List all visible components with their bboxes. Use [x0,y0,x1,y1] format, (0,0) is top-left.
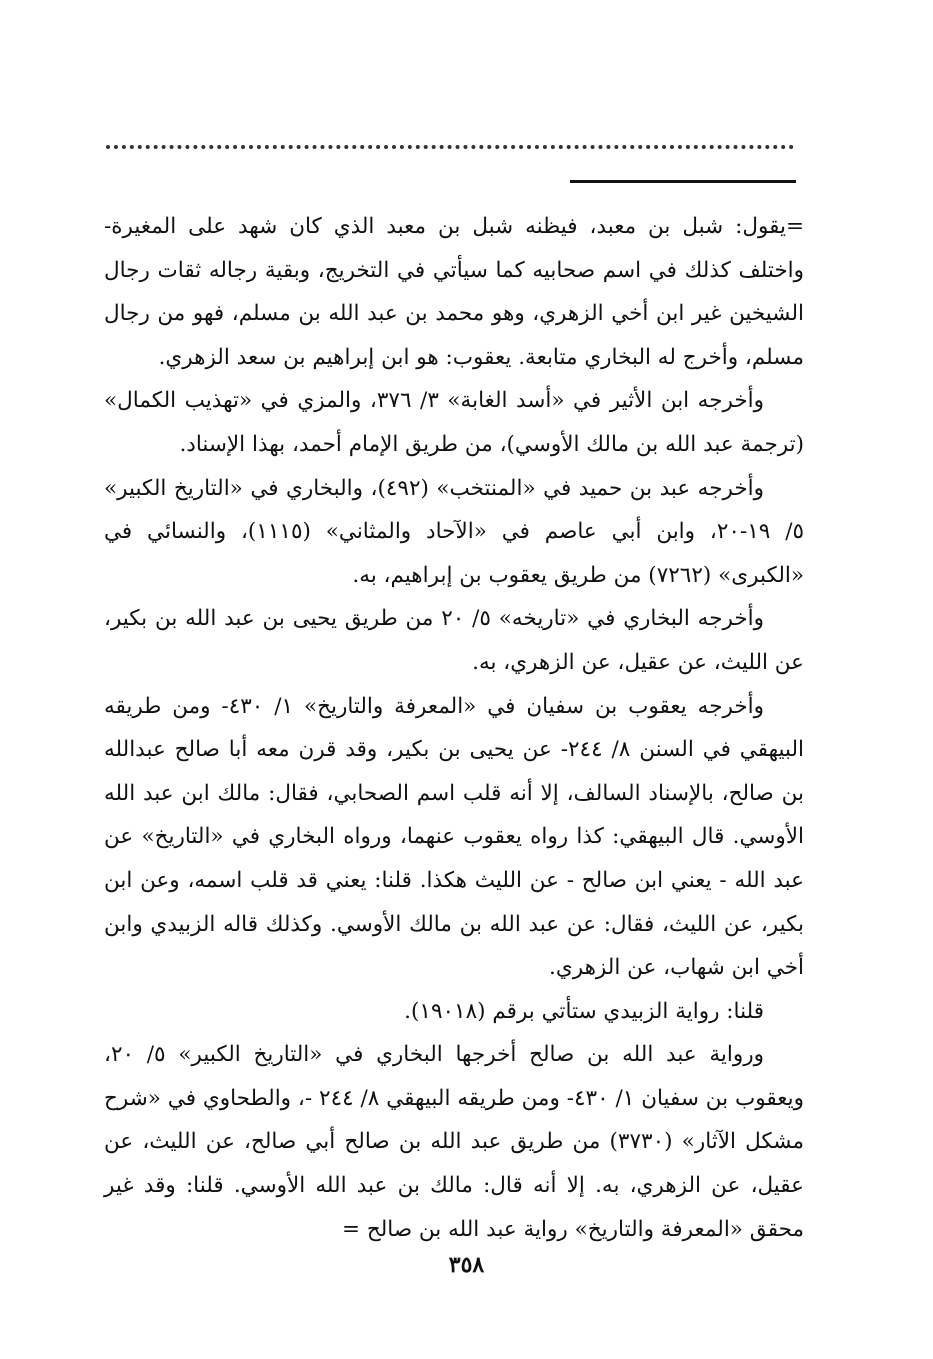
paragraph-1: =يقول: شبل بن معبد، فيظنه شبل بن معبد الذي كان شهد على المغيرة- واختلف كذلك في اسم صحابيه كما سيأتي في التخريج، وبقية رجاله ثقات رجال الشيخين غير ابن أخي الزهري، وهو محمد بن عبد الله بن مسلم، فهو من رجال مسلم، وأخرج له البخاري متابعة. يعقوب: هو ابن إبراهيم بن سعد الزهري. [104,214,804,370]
paragraph-4: وأخرجه البخاري في «تاريخه» ٥/ ٢٠ من طريق يحيى بن عبد الله بن بكير، عن الليث، عن عقيل، عن الزهري، به. [104,606,804,675]
paragraph-2: وأخرجه ابن الأثير في «أسد الغابة» ٣/ ٣٧٦، والمزي في «تهذيب الكمال» (ترجمة عبد الله بن مالك الأوسي)، من طريق الإمام أحمد، بهذا الإسناد. [104,388,804,457]
paragraph-5: وأخرجه يعقوب بن سفيان في «المعرفة والتاريخ» ١/ ٤٣٠- ومن طريقه البيهقي في السنن ٨/ ٢٤٤- عن يحيى بن بكير، وقد قرن معه أبا صالح عبدالله بن صالح، بالإسناد السالف، إلا أنه قلب اسم الصحابي، فقال: مالك ابن عبد الله الأوسي. قال البيهقي: كذا رواه يعقوب عنهما، ورواه البخاري في «التاريخ» عن عبد الله - يعني ابن صالح - عن الليث هكذا. قلنا: يعني قد قلب اسمه، وعن ابن بكير، عن الليث، فقال: عن عبد الله بن مالك الأوسي. وكذلك قاله الزبيدي وابن أخي ابن شهاب، عن الزهري. [104,693,805,981]
dotted-separator [106,145,794,149]
footnote-rule [570,180,796,183]
page-number: ٣٥٨ [448,1252,485,1278]
paragraph-7: ورواية عبد الله بن صالح أخرجها البخاري في «التاريخ الكبير» ٥/ ٢٠، ويعقوب بن سفيان ١/ ٤٣٠- ومن طريقه البيهقي ٨/ ٢٤٤ -، والطحاوي في «شرح مشكل الآثار» (٣٧٣٠) من طريق عبد الله بن صالح أبي صالح، عن الليث، عن عقيل، عن الزهري، به. إلا أنه قال: مالك بن عبد الله الأوسي. قلنا: وقد غير محقق «المعرفة والتاريخ» رواية عبد الله بن صالح = [104,1042,804,1242]
paragraph-6: قلنا: رواية الزبيدي ستأتي برقم (١٩٠١٨). [404,998,764,1024]
footnote-text [104,205,804,1251]
paragraph-3: وأخرجه عبد بن حميد في «المنتخب» (٤٩٢)، والبخاري في «التاريخ الكبير» ٥/ ١٩-٢٠، وابن أبي عاصم في «الآحاد والمثاني» (١١١٥)، والنسائي في «الكبرى» (٧٢٦٢) من طريق يعقوب بن إبراهيم، به. [104,475,804,588]
